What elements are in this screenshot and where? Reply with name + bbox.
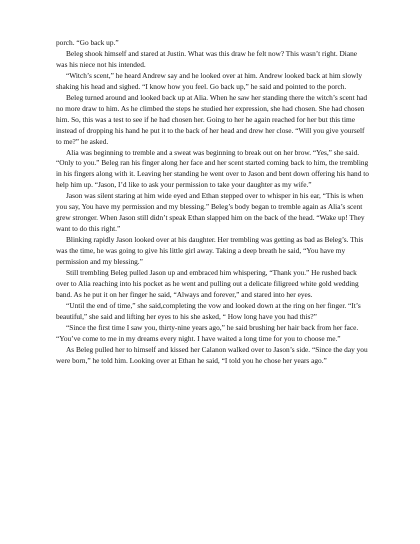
document-page: [56, 38, 369, 367]
paragraph-3: “Witch’s scent,” he heard Andrew say and he looked over at him. Andrew looked back at him slowly shaking his head and sighed. “I know how you feel. Go back up,” he said and pointed to the porch.: [56, 70, 363, 91]
paragraph-11: As Beleg pulled her to himself and kissed her Calanon walked over to Jason’s side. “Since the day you were born,” he told him. Looking over at Ethan he said, “I told you he chose her years ago.”: [56, 344, 368, 365]
paragraph-1: porch. “Go back up.”: [56, 38, 119, 47]
paragraph-2: Beleg shook himself and stared at Justin. What was this draw he felt now? This wasn’t right. Diane was his niece not his intended.: [56, 48, 358, 69]
paragraph-4: Beleg turned around and looked back up at Alia. When he saw her standing there the witch’s scent had no more draw to him. As he climbed the steps he studied her expression, she had chosen. She had chosen him. So, this was a test to see if he had chosen her. Going to her he again reached for her but this time instead of dropping his hand he put it to the back of her head and drew her close. “Will you give yourself to me?” he asked.: [56, 92, 368, 146]
paragraph-6: Jason was silent staring at him wide eyed and Ethan stepped over to whisper in his ear, “This is when you say, You have my permission and my blessing.” Beleg’s body began to tremble again as Alia’s scent grew stronger. When Jason still didn’t speak Ethan slapped him on the back of the head. “Wake up! They want to do this right.”: [56, 191, 365, 234]
paragraph-8: Still trembling Beleg pulled Jason up and embraced him whispering, “Thank you.” He rushed back over to Alia reaching into his pocket as he went and pulling out a delicate filigreed white gold wedding band. As he put it on her finger he said, “Always and forever,” and stared into her eyes.: [56, 268, 359, 299]
paragraph-9: “Until the end of time,” she said,completing the vow and looked down at the ring on her finger. “It’s beautiful,” she said and lifting her eyes to his she asked, “ How long have you had this?”: [56, 300, 361, 321]
paragraph-7: Blinking rapidly Jason looked over at his daughter. Her trembling was getting as bad as Beleg’s. This was the time, he was going to give his little girl away. Taking a deep breath he said, “You have my permission and my blessing.”: [56, 235, 364, 267]
paragraph-10: “Since the first time I saw you, thirty-nine years ago,” he said brushing her hair back from her face. “You’ve come to me in my dreams every night. I have waited a long time for you to choose me.”: [56, 322, 359, 343]
paragraph-5: Alia was beginning to tremble and a sweat was beginning to break out on her brow. “Yes,” she said. “Only to you.” Beleg ran his finger along her face and her scent started coming back to him, the trembling in his fingers along with it. Leaving her standing he went over to Jason and bent down offering his hand to help him up. “Jason, I’d like to ask your permission to take your daughter as my wife.”: [56, 147, 369, 190]
